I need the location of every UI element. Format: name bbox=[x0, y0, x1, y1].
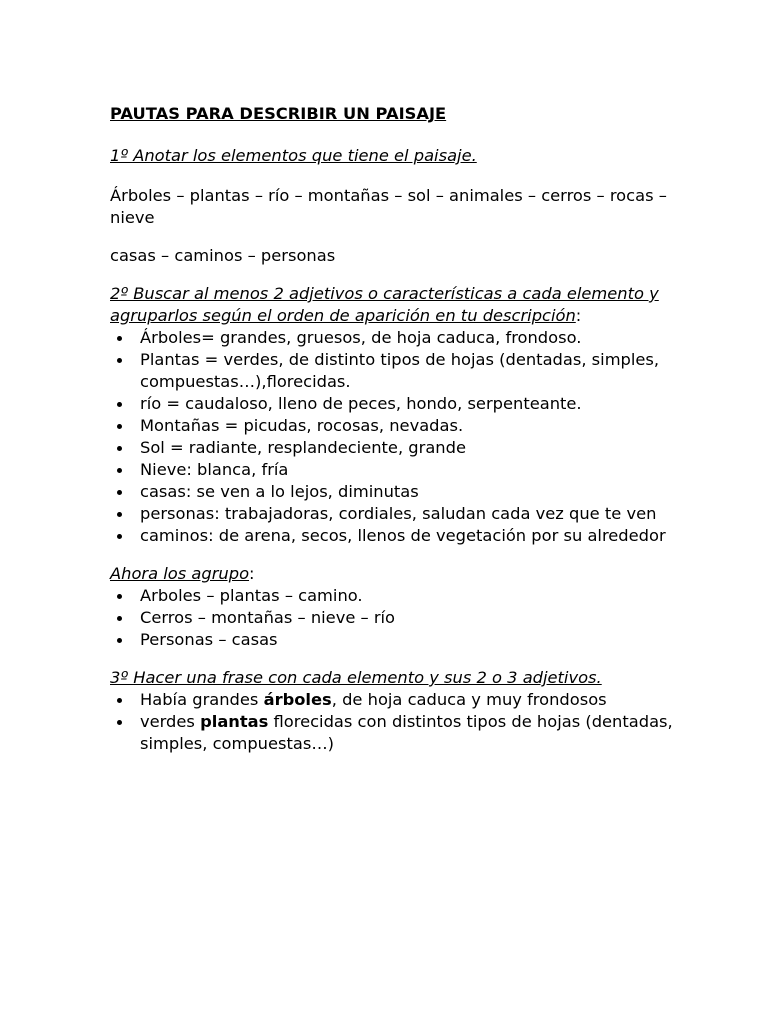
step2-heading-colon: : bbox=[575, 306, 582, 325]
step3-heading: 3º Hacer una frase con cada elemento y sus 2 o 3 adjetivos. bbox=[110, 668, 602, 687]
list-item: casas: se ven a lo lejos, diminutas bbox=[110, 481, 710, 503]
list-item: Plantas = verdes, de distinto tipos de hojas (dentadas, simples, compuestas…),florecidas. bbox=[110, 349, 710, 393]
list-item: Sol = radiante, resplandeciente, grande bbox=[110, 437, 710, 459]
list-item: Arboles – plantas – camino. bbox=[110, 585, 710, 607]
list-item bbox=[110, 689, 710, 711]
group-list bbox=[110, 585, 710, 651]
list-item: Nieve: blanca, fría bbox=[110, 459, 710, 481]
list-item: Personas – casas bbox=[110, 629, 710, 651]
sentence-text: , de hoja caduca y muy frondosos bbox=[331, 690, 607, 709]
list-item: Árboles= grandes, gruesos, de hoja caduca, frondoso. bbox=[110, 327, 710, 349]
sentence-text: verdes bbox=[140, 712, 201, 731]
sentence-text: florecidas con distintos tipos de hojas (dentadas, simples, compuestas…) bbox=[140, 712, 673, 753]
sentence-bold-word: plantas bbox=[200, 712, 269, 731]
step2-heading: 2º Buscar al menos 2 adjetivos o características a cada elemento y agruparlos según el orden de aparición en tu descripción bbox=[110, 284, 659, 325]
group-heading-colon: : bbox=[249, 564, 255, 583]
list-item: Montañas = picudas, rocosas, nevadas. bbox=[110, 415, 710, 437]
list-item: personas: trabajadoras, cordiales, saludan cada vez que te ven bbox=[110, 503, 710, 525]
group-heading-block bbox=[110, 563, 710, 585]
step1-elements-line1: Árboles – plantas – río – montañas – sol – animales – cerros – rocas – nieve bbox=[110, 186, 667, 227]
list-item: caminos: de arena, secos, llenos de vegetación por su alrededor bbox=[110, 525, 710, 547]
step3-sentences-list bbox=[110, 689, 710, 755]
sentence-text: Había grandes bbox=[140, 690, 264, 709]
step2-adjectives-list bbox=[110, 327, 710, 547]
group-heading: Ahora los agrupo bbox=[110, 564, 250, 583]
step2-heading-block bbox=[110, 283, 710, 327]
document-page bbox=[110, 103, 710, 755]
step1-elements-line2: casas – caminos – personas bbox=[110, 246, 336, 265]
list-item: río = caudaloso, lleno de peces, hondo, serpenteante. bbox=[110, 393, 710, 415]
document-title: PAUTAS PARA DESCRIBIR UN PAISAJE bbox=[110, 104, 447, 123]
list-item bbox=[110, 711, 710, 755]
sentence-bold-word: árboles bbox=[263, 690, 332, 709]
step1-heading: 1º Anotar los elementos que tiene el paisaje. bbox=[110, 146, 477, 165]
list-item: Cerros – montañas – nieve – río bbox=[110, 607, 710, 629]
